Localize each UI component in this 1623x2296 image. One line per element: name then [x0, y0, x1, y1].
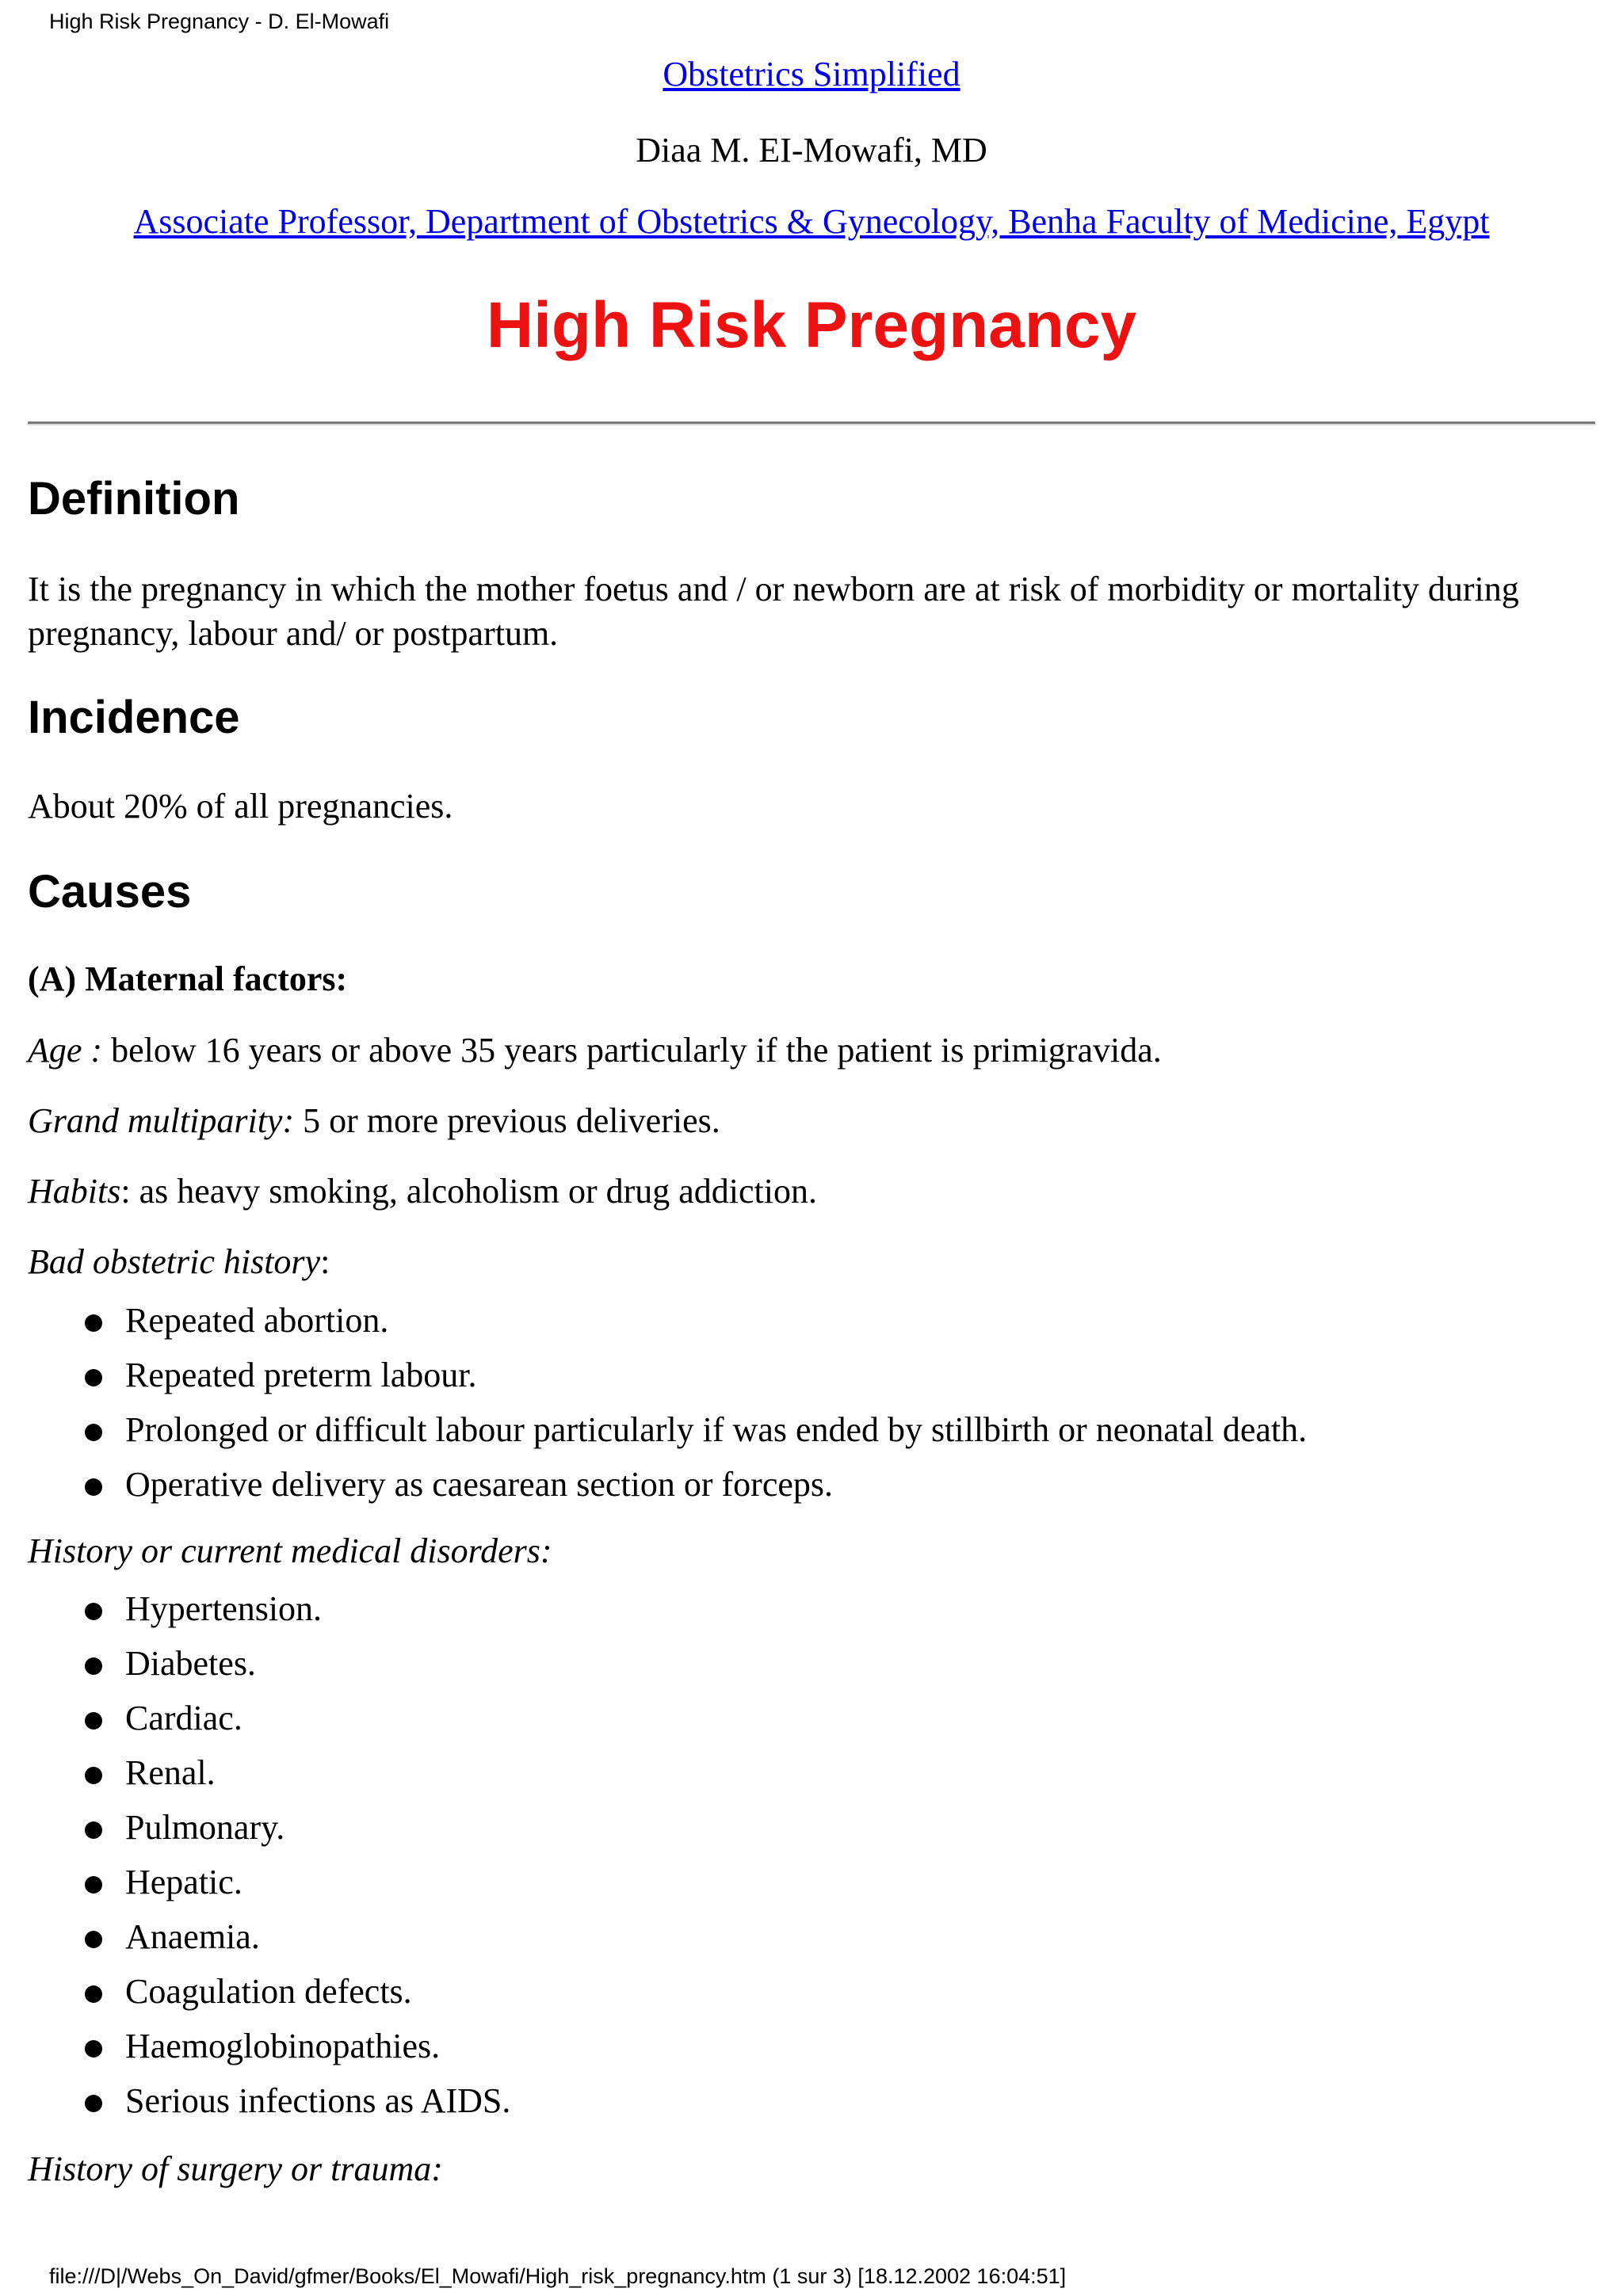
bullet-icon [85, 1314, 102, 1332]
affiliation-line [0, 201, 1623, 242]
list-item-text: Coagulation defects. [125, 1972, 412, 2011]
book-link-line [0, 54, 1623, 94]
list-item-text: Renal. [125, 1753, 216, 1792]
bullet-icon [85, 1603, 102, 1620]
bullet-icon [85, 1369, 102, 1386]
bullet-icon [85, 1821, 102, 1839]
age-factor [28, 1030, 1162, 1070]
list-item-text: Prolonged or difficult labour particularly if was ended by stillbirth or neonatal death. [125, 1410, 1308, 1449]
horizontal-rule [28, 421, 1595, 425]
list-item-text: Hypertension. [125, 1589, 323, 1628]
age-text: below 16 years or above 35 years particularly if the patient is primigravida. [102, 1031, 1162, 1070]
bullet-icon [85, 1712, 102, 1730]
list-item-text: Haemoglobinopathies. [125, 2027, 441, 2065]
print-footer: file:///D|/Webs_On_David/gfmer/Books/El_Mowafi/High_risk_pregnancy.htm (1 sur 3) [18.12.2002 16:04:51] [49, 2264, 1067, 2288]
list-item-text: Hepatic. [125, 1863, 242, 1901]
book-link[interactable]: Obstetrics Simplified [663, 55, 960, 93]
list-item-text: Repeated abortion. [125, 1301, 389, 1340]
causes-heading: Causes [28, 866, 192, 917]
bad-history-suffix: : [320, 1242, 330, 1281]
medical-disorders [28, 1531, 552, 1571]
habits-label: Habits [28, 1172, 121, 1211]
surgery-label: History of surgery or trauma: [28, 2149, 443, 2188]
bullet-icon [85, 1985, 102, 2003]
bullet-icon [85, 2040, 102, 2058]
maternal-factors-heading: (A) Maternal factors: [28, 959, 348, 998]
page-title: High Risk Pregnancy [486, 289, 1137, 361]
bullet-icon [85, 2095, 102, 2112]
surgery-history [28, 2149, 443, 2189]
list-item-text: Repeated preterm labour. [125, 1356, 477, 1394]
bad-obstetric-history [28, 1241, 330, 1282]
bullet-icon [85, 1931, 102, 1948]
incidence-heading: Incidence [28, 692, 240, 743]
bullet-icon [85, 1767, 102, 1784]
bullet-icon [85, 1424, 102, 1441]
list-item-text: Pulmonary. [125, 1808, 285, 1847]
list-item-text: Diabetes. [125, 1644, 256, 1683]
bad-history-label: Bad obstetric history [28, 1242, 321, 1281]
list-item-text: Operative delivery as caesarean section or forceps. [125, 1465, 833, 1504]
multiparity-text: 5 or more previous deliveries. [294, 1101, 720, 1140]
list-item-text: Serious infections as AIDS. [125, 2081, 511, 2120]
affiliation-link[interactable]: Associate Professor, Department of Obstetrics & Gynecology, Benha Faculty of Medicine, Egypt [133, 202, 1490, 241]
medical-label: History or current medical disorders: [28, 1531, 552, 1570]
list-item-text: Cardiac. [125, 1699, 242, 1737]
multiparity-label: Grand multiparity: [28, 1101, 295, 1140]
habits-factor [28, 1171, 817, 1211]
multiparity-factor [28, 1100, 720, 1141]
bullet-icon [85, 1657, 102, 1675]
age-label: Age : [28, 1031, 103, 1070]
list-item-text: Anaemia. [125, 1917, 260, 1956]
definition-text: It is the pregnancy in which the mother foetus and / or newborn are at risk of morbidity or mortality during pregnancy, labour and/ or postpartum. [28, 570, 1519, 653]
definition-heading: Definition [28, 473, 240, 524]
bullet-icon [85, 1876, 102, 1894]
incidence-text: About 20% of all pregnancies. [28, 787, 453, 826]
print-header: High Risk Pregnancy - D. El-Mowafi [49, 10, 390, 33]
bullet-icon [85, 1478, 102, 1496]
author-name: Diaa M. EI-Mowafi, MD [636, 131, 987, 170]
habits-text: : as heavy smoking, alcoholism or drug addiction. [120, 1172, 817, 1211]
